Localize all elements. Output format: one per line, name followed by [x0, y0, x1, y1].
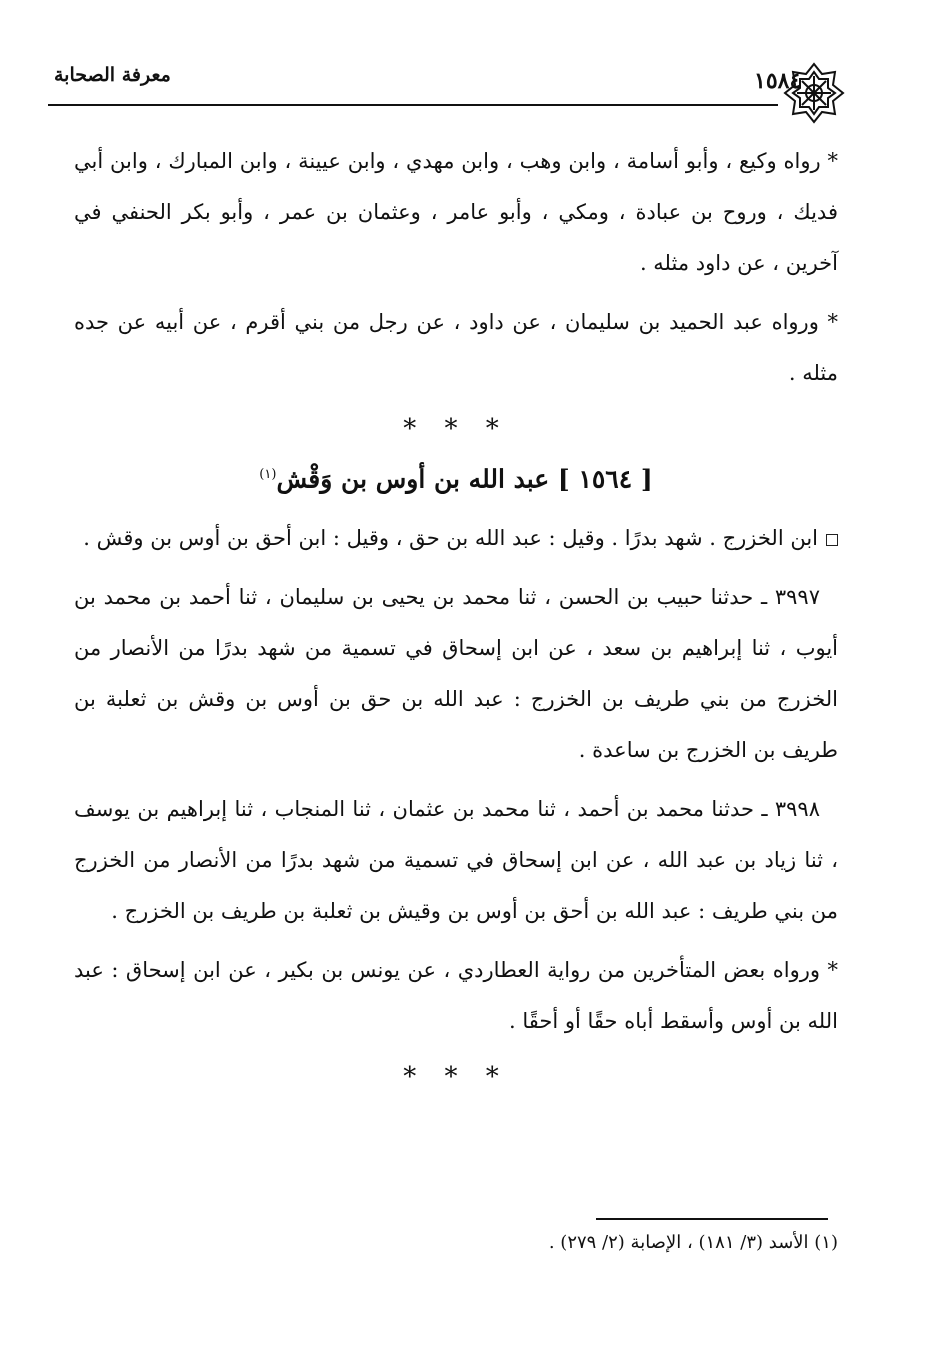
paragraph-entry-intro-text: ابن الخزرج . شهد بدرًا . وقيل : عبد الله بن حق ، وقيل : ابن أحق بن أوس بن وقش .: [83, 526, 818, 551]
header-rule: [48, 104, 778, 106]
book-title: معرفة الصحابة: [54, 64, 171, 86]
entry-heading-text: [ ١٥٦٤ ] عبد الله بن أوس بن وَقْش: [276, 464, 653, 494]
ornament-icon: [783, 62, 845, 124]
footnote-marker: (١): [259, 467, 277, 482]
paragraph-attaridi: * ورواه بعض المتأخرين من رواية العطاردي ، عن يونس بن بكير ، عن ابن إسحاق : عبد الله بن أوس وأسقط أباه حقًا أو أحقًا .: [74, 958, 838, 1034]
hadith-3997: ٣٩٩٧ ـ حدثنا حبيب بن الحسن ، ثنا محمد بن يحيى بن سليمان ، ثنا أحمد بن محمد بن أيوب ، ثنا إبراهيم بن سعد ، عن ابن إسحاق في تسمية من شهد بدرًا من الأنصار من الخزرج من بني طريف بن الخزرج : عبد الله بن حق بن أوس بن وقش بن ثعلبة بن طريف بن الخزرج بن ساعدة .: [74, 585, 838, 763]
paragraph-narrators: * رواه وكيع ، وأبو أسامة ، وابن وهب ، وابن مهدي ، وابن عيينة ، وابن المبارك ، وابن أبي فديك ، وروح بن عبادة ، ومكي ، وأبو عامر ، وعثمان بن عمر ، وأبو بكر الحنفي في آخرين ، عن داود مثله .: [74, 149, 838, 275]
square-bullet-icon: [826, 534, 838, 546]
section-separator: * * *: [403, 414, 509, 444]
footnote-rule: [596, 1218, 828, 1220]
footnote: (١) الأسد (٣/ ١٨١) ، الإصابة (٢/ ٢٧٩) .: [548, 1232, 838, 1253]
page-header: [48, 58, 848, 118]
page-number: ١٥٨٤: [754, 68, 802, 94]
section-separator-end: * * *: [403, 1062, 509, 1093]
page-body: [74, 136, 838, 1103]
paragraph-abd-alhamid: * ورواه عبد الحميد بن سليمان ، عن داود ، عن رجل من بني أقرم ، عن أبيه عن جده مثله .: [74, 310, 838, 385]
hadith-3998: ٣٩٩٨ ـ حدثنا محمد بن أحمد ، ثنا محمد بن عثمان ، ثنا المنجاب ، ثنا إبراهيم بن يوسف ، ثنا زياد بن عبد الله ، عن ابن إسحاق في تسمية من شهد بدرًا من الأنصار من الخزرج من بني طريف : عبد الله بن أحق بن أوس بن وقيش بن ثعلبة بن طريف بن الخزرج .: [74, 797, 838, 924]
paragraph-entry-intro: [74, 513, 838, 564]
entry-heading: [74, 455, 838, 499]
